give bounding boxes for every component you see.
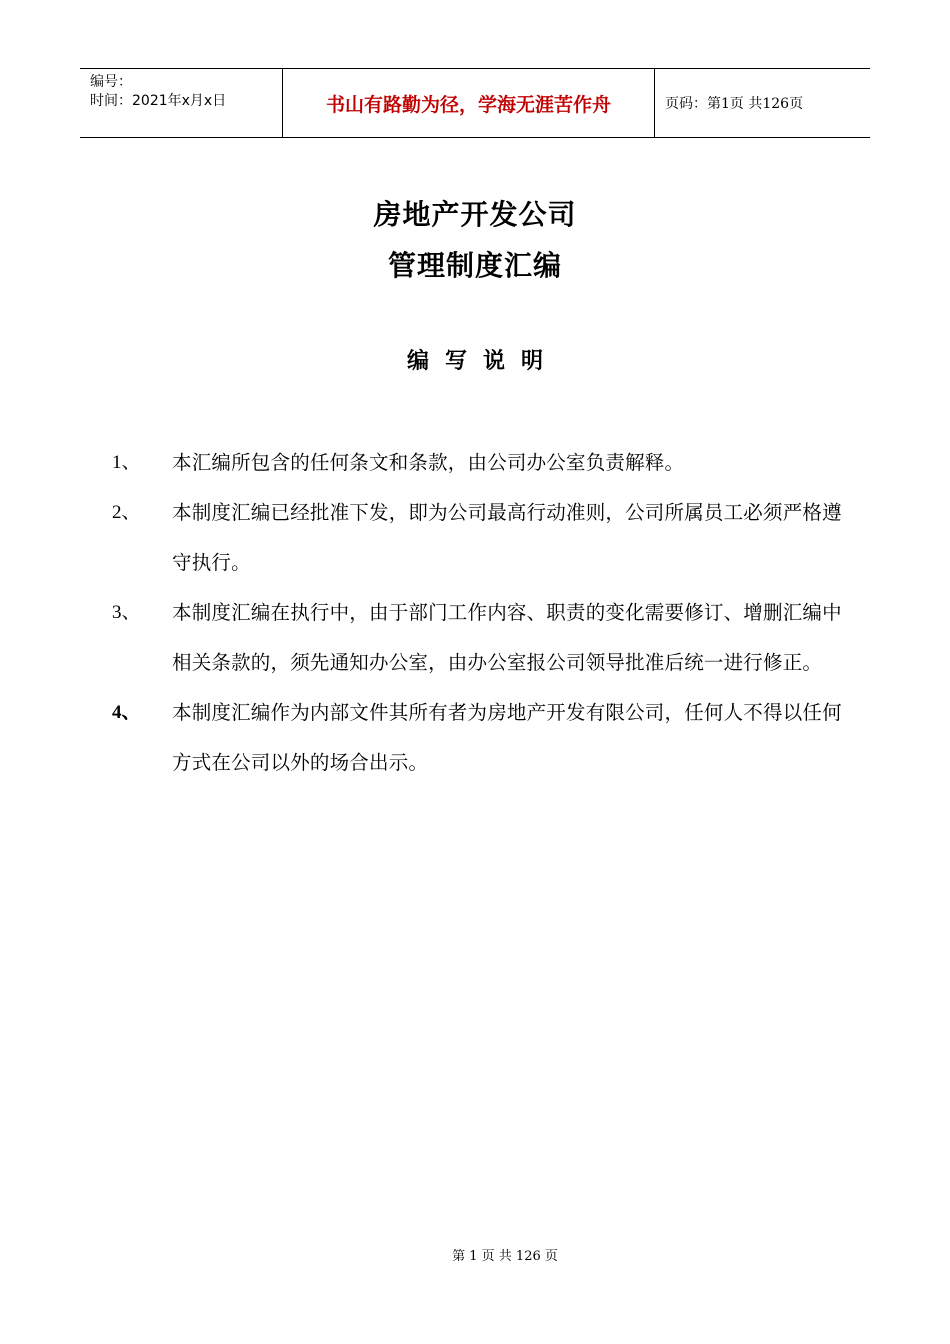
item-number: 3、 (112, 602, 141, 623)
list-item (112, 488, 842, 588)
time-label: 时间：2021年x月x日 (90, 93, 227, 109)
serial-label: 编号： (90, 74, 132, 90)
page-footer: 第 1 页 共 126 页 (452, 1249, 558, 1264)
header-page-info: 页码：第1页 共126页 (665, 96, 804, 112)
section-subtitle: 编写说明 (406, 349, 559, 374)
item-number: 2、 (112, 502, 141, 523)
list-item (112, 438, 842, 488)
list-item (112, 688, 842, 788)
header-meta (80, 69, 282, 137)
list-item (112, 588, 842, 688)
item-text: 本制度汇编已经批准下发，即为公司最高行动准则，公司所属员工必须严格遵守执行。 (172, 501, 842, 574)
item-number: 4、 (112, 702, 141, 723)
instructions-list (112, 438, 842, 788)
item-text: 本制度汇编作为内部文件其所有者为房地产开发有限公司，任何人不得以任何方式在公司以外的场合出示。 (172, 701, 842, 774)
page-header (80, 68, 870, 138)
document-title-line2: 管理制度汇编 (387, 249, 562, 282)
item-text: 本制度汇编在执行中，由于部门工作内容、职责的变化需要修订、增删汇编中相关条款的，须先通知办公室，由办公室报公司领导批准后统一进行修正。 (172, 601, 842, 674)
document-title-line1: 房地产开发公司 (373, 198, 577, 231)
item-number: 1、 (112, 452, 141, 473)
header-motto: 书山有路勤为径，学海无涯苦作舟 (282, 69, 655, 137)
item-text: 本汇编所包含的任何条文和条款，由公司办公室负责解释。 (172, 451, 685, 474)
